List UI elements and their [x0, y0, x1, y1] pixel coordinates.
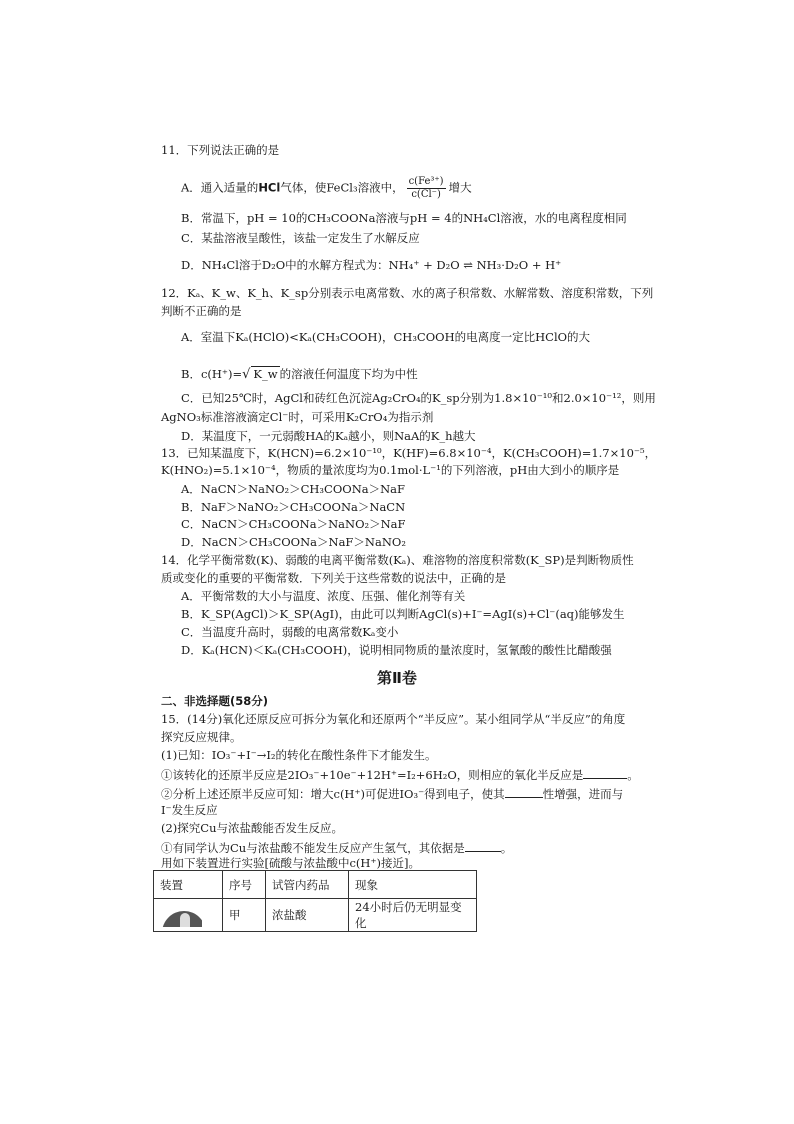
q14-option-c: C．当温度升高时，弱酸的电离常数Kₐ变小	[181, 625, 399, 639]
q14-option-a: A．平衡常数的大小与温度、浓度、压强、催化剂等有关	[181, 589, 466, 603]
table-cell-phenomenon: 24小时后仍无明显变化	[349, 899, 477, 932]
q11-option-d: D．NH₄Cl溶于D₂O中的水解方程式为：NH₄⁺ + D₂O ⇌ NH₃·D₂O + H⁺	[181, 258, 562, 272]
q12-stem-line2: 判断不正确的是	[161, 304, 242, 318]
table-header-reagent: 试管内药品	[266, 871, 349, 899]
q12-option-b: B．c(H⁺)=√ K_w 的溶液任何温度下均为中性	[181, 367, 418, 382]
q15-line2: 探究反应规律。	[161, 730, 242, 744]
q13-stem-line2: K(HNO₂)=5.1×10⁻⁴，物质的量浓度均为0.1mol·L⁻¹的下列溶液，pH由大到小的顺序是	[161, 463, 620, 477]
q12-option-d: D．某温度下，一元弱酸HA的Kₐ越小，则NaA的K_h越大	[181, 429, 476, 443]
q14-stem-line1: 14．化学平衡常数(K)、弱酸的电离平衡常数(Kₐ)、难溶物的溶度积常数(K_SP)是判断物质性	[161, 553, 634, 567]
answer-blank-2[interactable]	[505, 785, 543, 798]
table-header-number: 序号	[223, 871, 266, 899]
q15-line6: I⁻发生反应	[161, 803, 218, 817]
q12-option-c-line1: C．已知25℃时，AgCl和砖红色沉淀Ag₂CrO₄的K_sp分别为1.8×10⁻¹⁰和2.0×10⁻¹²，则用	[181, 391, 656, 405]
q14-option-d: D．Kₐ(HCN)＜Kₐ(CH₃COOH)，说明相同物质的量浓度时，氢氰酸的酸性比醋酸强	[181, 643, 612, 657]
q11-option-a: A．通入适量的HCl气体，使FeCl₃溶液中， $\frac{\text{c(Fe³⁺)}}{c(Cl^-)}$ 增大	[181, 176, 472, 200]
q15-line3: (1)已知：IO₃⁻+I⁻→I₂的转化在酸性条件下才能发生。	[161, 748, 437, 762]
q13-stem-line1: 13．已知某温度下，K(HCN)=6.2×10⁻¹⁰，K(HF)=6.8×10⁻⁴，K(CH₃COOH)=1.7×10⁻⁵，	[161, 446, 657, 460]
q12-stem-line1: 12．Kₐ、K_w、K_h、K_sp分别表示电离常数、水的离子积常数、水解常数、溶度积常数，下列	[161, 286, 654, 300]
q15-line8: ①有同学认为Cu与浓盐酸不能发生反应产生氢气，其依据是 。	[161, 841, 513, 855]
q14-stem-line2: 质或变化的重要的平衡常数．下列关于这些常数的说法中，正确的是	[161, 571, 506, 585]
ion-ratio-fraction: $\frac{\text{c(Fe³⁺)}}{c(Cl^-)}$	[408, 176, 444, 200]
answer-blank-3[interactable]	[465, 839, 501, 852]
q11-stem: 11．下列说法正确的是	[161, 143, 280, 157]
fecl3-formula: FeCl₃	[326, 180, 358, 195]
section-title: 第Ⅱ卷	[377, 669, 417, 687]
table-cell-reagent: 浓盐酸	[266, 899, 349, 932]
sqrt-radicand: K_w	[253, 367, 278, 381]
q15-line1: 15．(14分)氧化还原反应可拆分为氧化和还原两个“半反应”。某小组同学从“半反应”的角度	[161, 712, 626, 726]
q15-line5: ②分析上述还原半反应可知：增大c(H⁺)可促进IO₃⁻得到电子，使其 性增强，进而与	[161, 787, 624, 801]
q14-option-b: B．K_SP(AgCl)＞K_SP(AgI)，由此可以判断AgCl(s)+I⁻=AgI(s)+Cl⁻(aq)能够发生	[181, 607, 625, 621]
table-header-phenomenon: 现象	[349, 871, 477, 899]
section-heading: 二、非选择题(58分)	[161, 694, 269, 708]
q13-option-b: B．NaF＞NaNO₂＞CH₃COONa＞NaCN	[181, 500, 406, 514]
q15-line7: (2)探究Cu与浓盐酸能否发生反应。	[161, 821, 343, 835]
q13-option-d: D．NaCN＞CH₃COONa＞NaF＞NaNO₂	[181, 535, 406, 549]
table-header-apparatus: 装置	[154, 871, 223, 899]
q13-option-c: C．NaCN＞CH₃COONa＞NaNO₂＞NaF	[181, 517, 406, 531]
q11-option-c: C．某盐溶液呈酸性，该盐一定发生了水解反应	[181, 231, 420, 245]
table-header-row	[154, 871, 477, 899]
q15-line9: 用如下装置进行实验[硫酸与浓盐酸中c(H⁺)接近]。	[161, 856, 420, 870]
q11-option-b: B．常温下，pH = 10的CH₃COONa溶液与pH = 4的NH₄Cl溶液，水的电离程度相同	[181, 211, 627, 225]
table-cell-number: 甲	[223, 899, 266, 932]
apparatus-image	[162, 907, 202, 927]
q12-option-c-line2: AgNO₃标准溶液滴定Cl⁻时，可采用K₂CrO₄为指示剂	[161, 410, 434, 424]
q13-option-a: A．NaCN＞NaNO₂＞CH₃COONa＞NaF	[181, 482, 406, 496]
q15-line4: ①该转化的还原半反应是2IO₃⁻+10e⁻+12H⁺=I₂+6H₂O，则相应的氧化半反应是 。	[161, 768, 639, 782]
sqrt-symbol-icon: √	[242, 367, 251, 382]
hcl-formula: HCl	[258, 180, 281, 195]
answer-blank-1[interactable]	[583, 766, 627, 779]
q12-option-a: A．室温下Kₐ(HClO)<Kₐ(CH₃COOH)，CH₃COOH的电离度一定比HClO的大	[181, 330, 591, 344]
